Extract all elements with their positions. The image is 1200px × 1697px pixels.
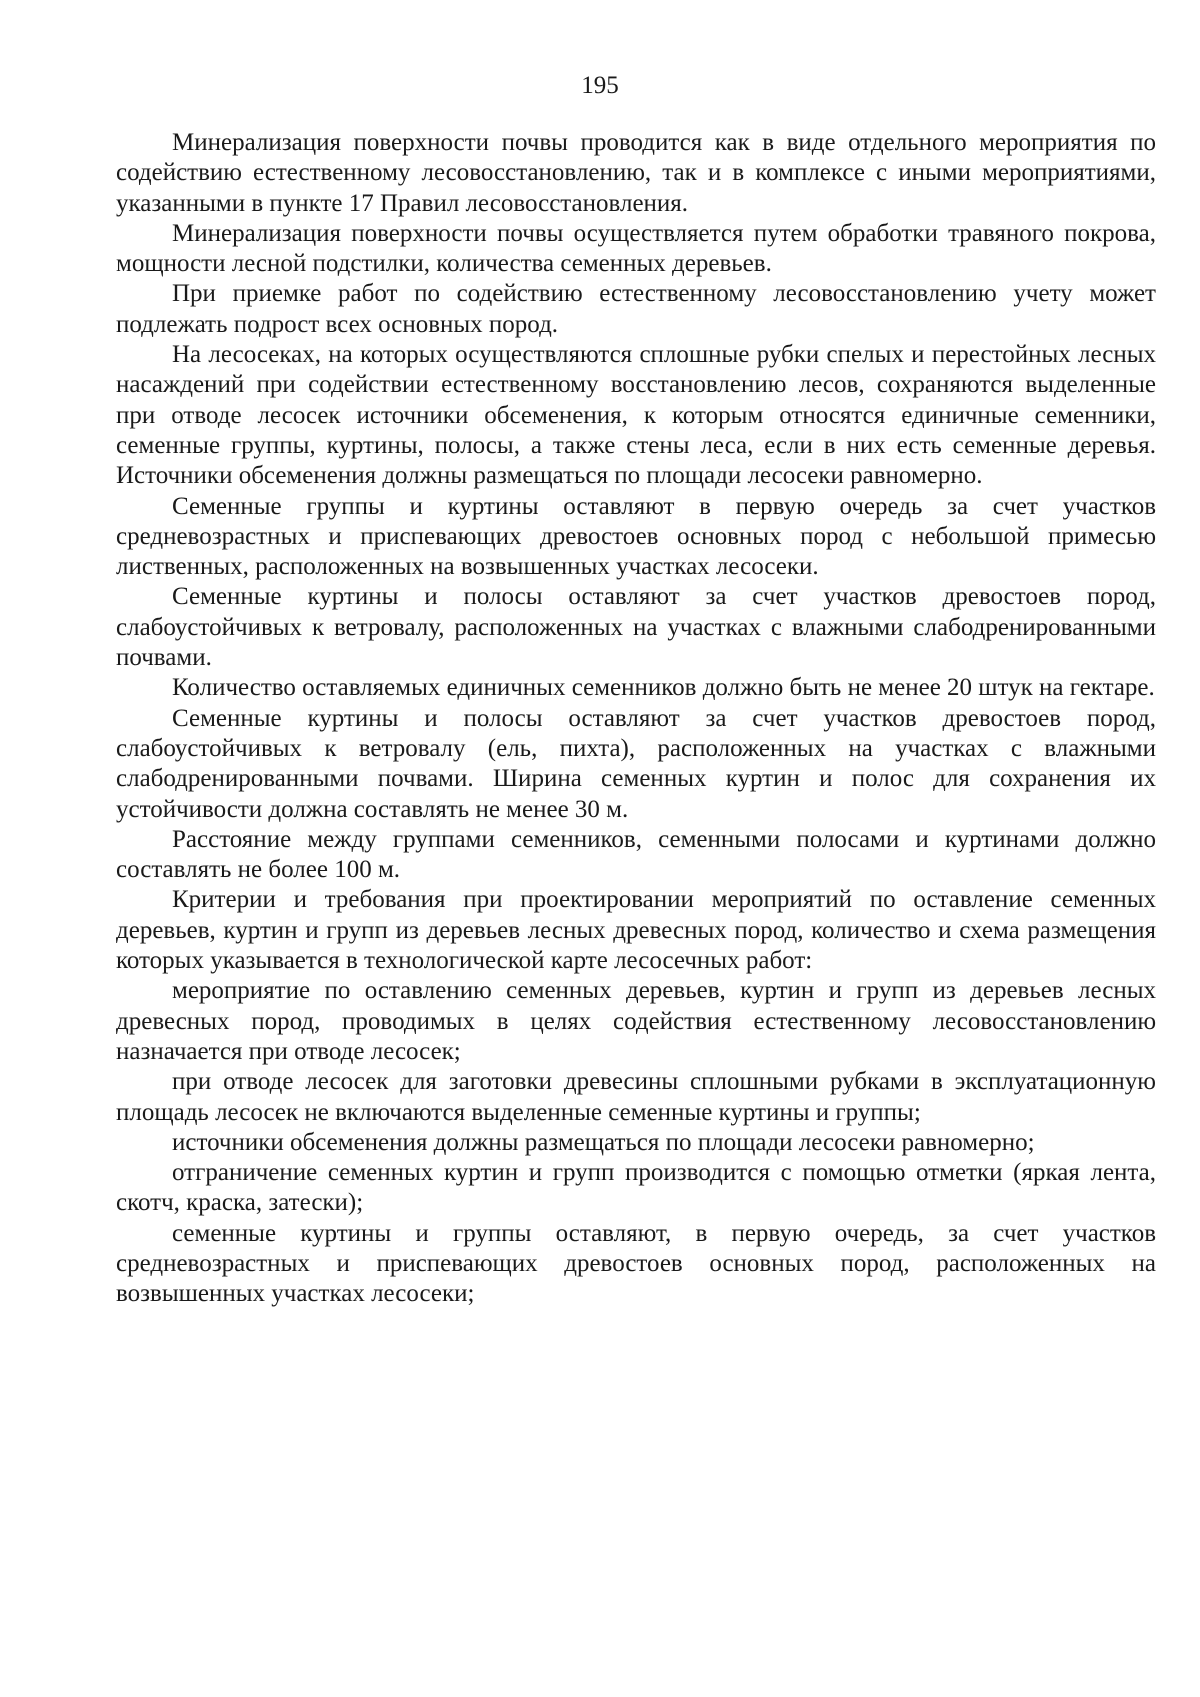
paragraph: Критерии и требования при проектировании мероприятий по оставление семенных деревьев, куртин и групп из деревьев лесных древесных пород, количество и схема размещения которых указывается в технологической карте лесосечных работ: (116, 886, 1156, 975)
paragraph: Расстояние между группами семенников, семенными полосами и куртинами должно составлять не более 100 м. (116, 825, 1156, 884)
list-item: мероприятие по оставлению семенных деревьев, куртин и групп из деревьев лесных древесных пород, проводимых в целях содействия естественному лесовосстановлению назначается при отводе лесосек; (116, 977, 1156, 1065)
list-item: источники обсеменения должны размещаться по площади лесосеки равномерно; (172, 1128, 1035, 1156)
document-body (116, 128, 1156, 1310)
list-item: при отводе лесосек для заготовки древесины сплошными рубками в эксплуатационную площадь лесосек не включаются выделенные семенные куртины и группы; (116, 1068, 1156, 1126)
paragraph: Семенные куртины и полосы оставляют за счет участков древостоев пород, слабоустойчивых к ветровалу (ель, пихта), расположенных на участках с влажными слабодренированными почвами. Ширина семенных куртин и полос для сохранения их устойчивости должна составлять не менее 30 м. (116, 704, 1156, 823)
page-number: 195 (581, 72, 619, 99)
list-item: семенные куртины и группы оставляют, в первую очередь, за счет участков средневозрастных и приспевающих древостоев основных пород, расположенных на возвышенных участках лесосеки; (116, 1219, 1156, 1308)
paragraph: На лесосеках, на которых осуществляются сплошные рубки спелых и перестойных лесных насаждений при содействии естественному восстановлению лесов, сохраняются выделенные при отводе лесосек источники обсеменения, к которым относятся единичные семенники, семенные группы, куртины, полосы, а также стены леса, если в них есть семенные деревья. Источники обсеменения должны размещаться по площади лесосеки равномерно. (116, 341, 1156, 490)
list-item: отграничение семенных куртин и групп производится с помощью отметки (яркая лента, скотч, краска, затески); (116, 1159, 1156, 1217)
paragraph: Семенные куртины и полосы оставляют за счет участков древостоев пород, слабоустойчивых к ветровалу, расположенных на участках с влажными слабодренированными почвами. (116, 583, 1156, 672)
paragraph: При приемке работ по содействию естественному лесовосстановлению учету может подлежать подрост всех основных пород. (116, 280, 1156, 338)
paragraph: Минерализация поверхности почвы осуществляется путем обработки травяного покрова, мощности лесной подстилки, количества семенных деревьев. (116, 219, 1156, 278)
paragraph: Семенные группы и куртины оставляют в первую очередь за счет участков средневозрастных и приспевающих древостоев основных пород с небольшой примесью лиственных, расположенных на возвышенных участках лесосеки. (116, 492, 1156, 581)
paragraph: Минерализация поверхности почвы проводится как в виде отдельного мероприятия по содействию естественному лесовосстановлению, так и в комплексе с иными мероприятиями, указанными в пункте 17 Правил лесовосстановления. (116, 129, 1156, 217)
paragraph: Количество оставляемых единичных семенников должно быть не менее 20 штук на гектаре. (172, 674, 1155, 702)
